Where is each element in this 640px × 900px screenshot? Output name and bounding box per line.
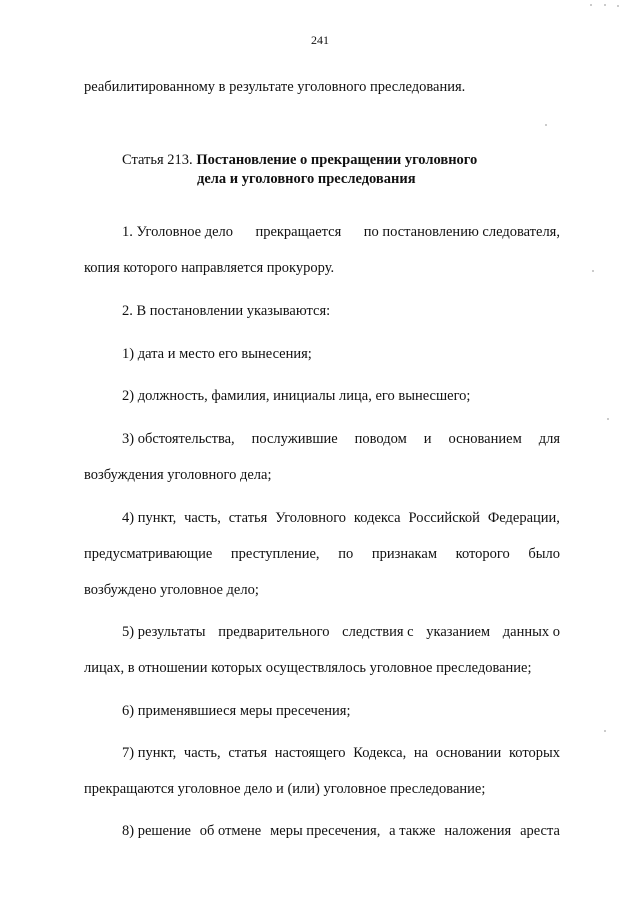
item-3-line-1 bbox=[122, 430, 560, 448]
word: по постановлению следователя, bbox=[363, 224, 560, 240]
word: об отмене bbox=[199, 823, 262, 839]
word: 3) обстоятельства, bbox=[122, 431, 235, 447]
word: 8) решение bbox=[122, 823, 191, 839]
article-title-line-1 bbox=[122, 151, 477, 169]
word: указанием bbox=[426, 624, 491, 640]
word: по bbox=[338, 546, 354, 562]
paragraph-2: 2. В постановлении указываются: bbox=[122, 303, 331, 319]
word: 4) пункт, bbox=[122, 510, 177, 526]
item-8-line-1 bbox=[122, 822, 560, 840]
word: часть, bbox=[184, 510, 221, 526]
word: Российской bbox=[408, 510, 480, 526]
word: статья bbox=[228, 745, 267, 761]
word: а также bbox=[389, 823, 436, 839]
article-title-part-2: дела и уголовного преследования bbox=[197, 171, 416, 187]
scan-speck bbox=[545, 124, 547, 126]
item-6: 6) применявшиеся меры пресечения; bbox=[122, 703, 351, 719]
word: меры пресечения, bbox=[270, 823, 381, 839]
item-1: 1) дата и место его вынесения; bbox=[122, 346, 312, 362]
word: кодекса bbox=[353, 510, 401, 526]
item-4-line-3: возбуждено уголовное дело; bbox=[84, 582, 259, 598]
scan-speck bbox=[607, 418, 609, 420]
article-number: Статья 213. bbox=[122, 152, 193, 168]
word: предусматривающие bbox=[84, 546, 213, 562]
scan-speck bbox=[604, 4, 606, 6]
scan-speck bbox=[592, 270, 594, 272]
word: основании bbox=[435, 745, 502, 761]
word: 7) пункт, bbox=[122, 745, 177, 761]
paragraph-1-line-2: копия которого направляется прокурору. bbox=[84, 260, 335, 276]
item-5-line-1 bbox=[122, 623, 560, 641]
word: Уголовного bbox=[275, 510, 347, 526]
word: настоящего bbox=[274, 745, 346, 761]
word: 5) результаты bbox=[122, 624, 206, 640]
word: часть, bbox=[183, 745, 221, 761]
text-line-continuation: реабилитированному в результате уголовного преследования. bbox=[84, 79, 466, 95]
word: которого bbox=[455, 546, 510, 562]
word: на bbox=[413, 745, 429, 761]
item-3-line-2: возбуждения уголовного дела; bbox=[84, 467, 272, 483]
word: данных о bbox=[502, 624, 560, 640]
word: основанием bbox=[448, 431, 522, 447]
word: 1. Уголовное дело bbox=[122, 224, 234, 240]
word: Кодекса, bbox=[353, 745, 407, 761]
word: следствия с bbox=[342, 624, 414, 640]
word: для bbox=[538, 431, 560, 447]
word: статья bbox=[228, 510, 268, 526]
article-title-part-1: Постановление о прекращении уголовного bbox=[196, 152, 478, 168]
word: преступление, bbox=[230, 546, 320, 562]
word: ареста bbox=[520, 823, 560, 839]
word: наложения bbox=[444, 823, 512, 839]
item-4-line-2 bbox=[84, 545, 560, 563]
word: прекращается bbox=[255, 224, 342, 240]
word: было bbox=[528, 546, 560, 562]
scan-speck bbox=[604, 730, 606, 732]
item-2: 2) должность, фамилия, инициалы лица, его вынесшего; bbox=[122, 388, 471, 404]
word: признакам bbox=[371, 546, 437, 562]
article-title-line-2 bbox=[197, 170, 416, 188]
paragraph-1-line-1 bbox=[122, 223, 560, 241]
page-number: 241 bbox=[311, 33, 329, 47]
scan-speck bbox=[617, 5, 619, 7]
word: и bbox=[423, 431, 432, 447]
item-4-line-1 bbox=[122, 509, 560, 527]
scan-speck bbox=[590, 4, 592, 6]
word: послужившие bbox=[251, 431, 338, 447]
word: предварительного bbox=[218, 624, 330, 640]
item-7-line-2: прекращаются уголовное дело и (или) уголовное преследование; bbox=[84, 781, 486, 797]
word: поводом bbox=[354, 431, 407, 447]
word: Федерации, bbox=[487, 510, 560, 526]
item-5-line-2: лицах, в отношении которых осуществлялось уголовное преследование; bbox=[84, 660, 532, 676]
item-7-line-1 bbox=[122, 744, 560, 762]
word: которых bbox=[508, 745, 560, 761]
